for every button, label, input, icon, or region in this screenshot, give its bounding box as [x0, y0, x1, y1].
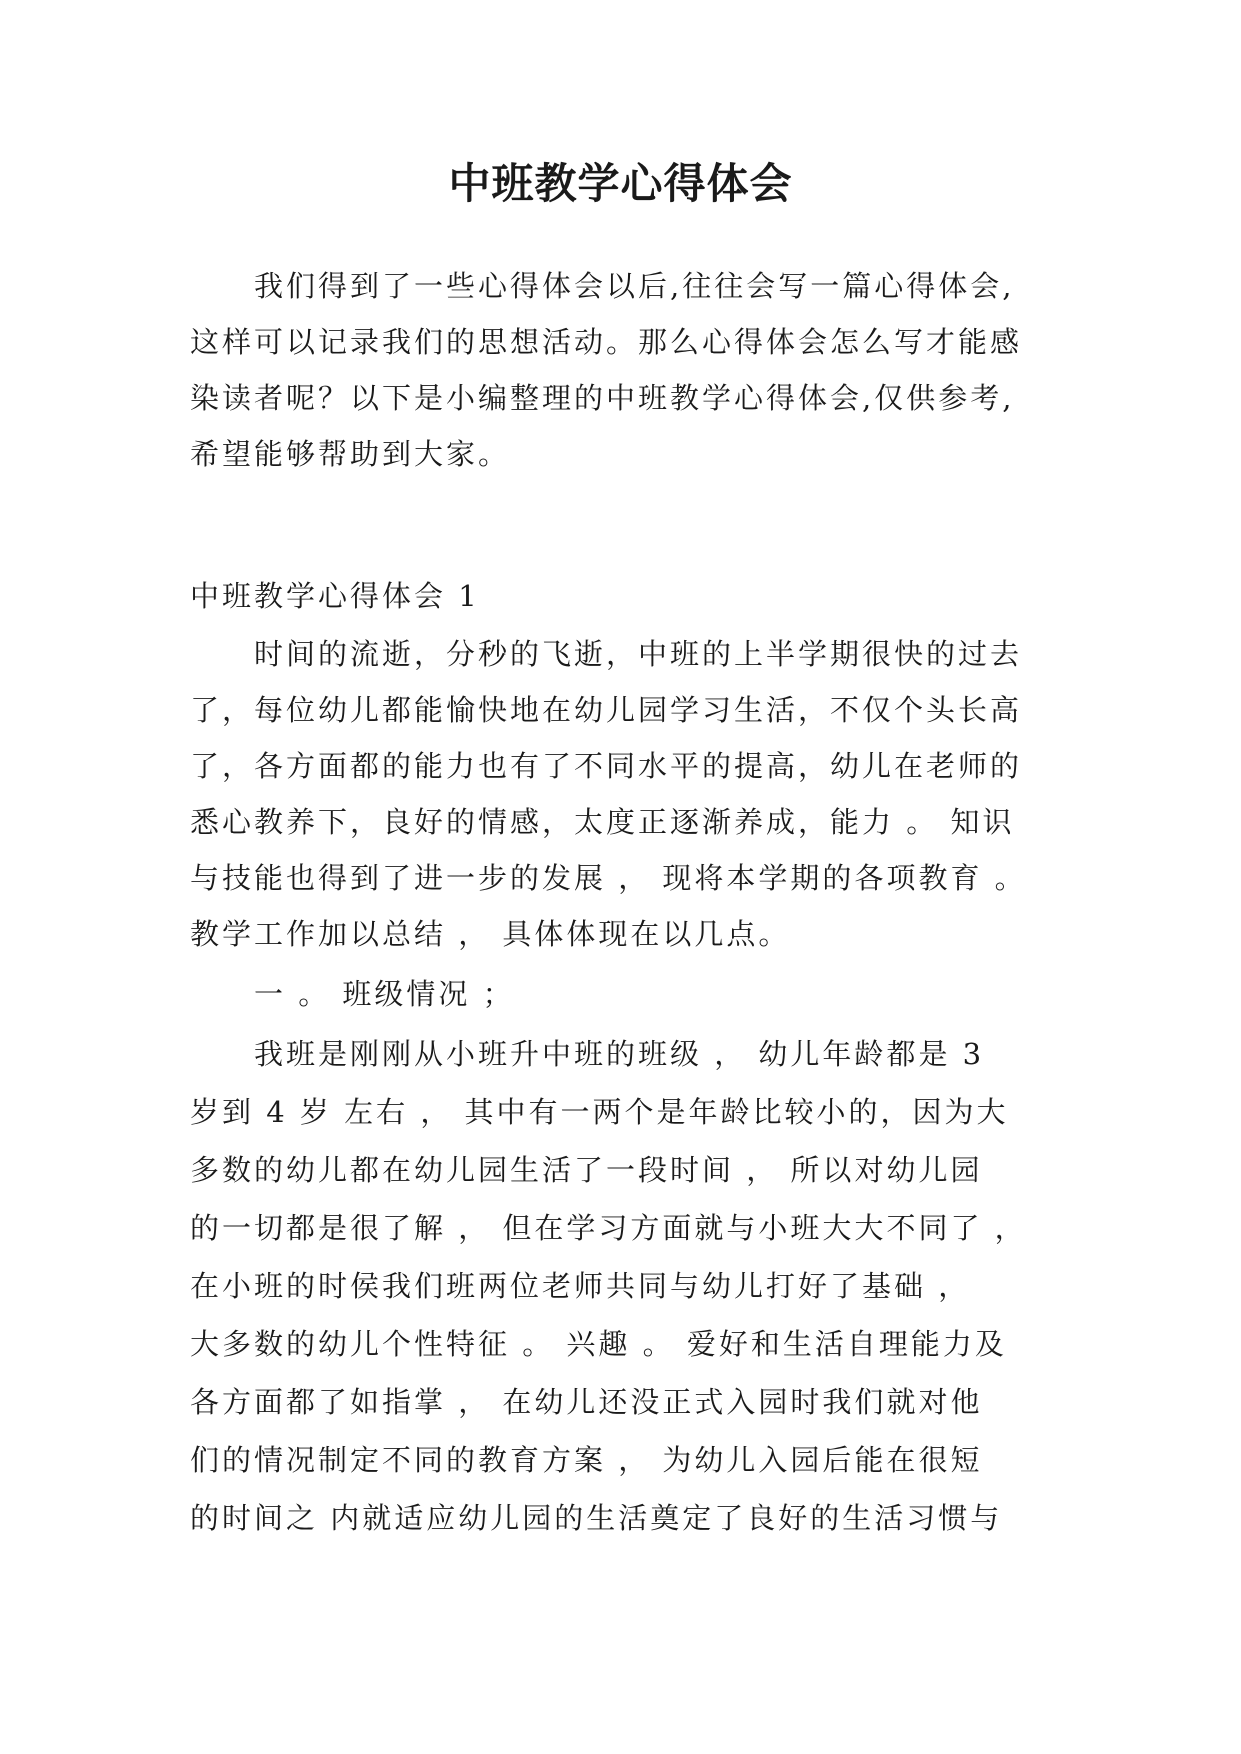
intro-line-2: 这样可以记录我们的思想活动。那么心得体会怎么写才能感	[190, 325, 1023, 359]
body-line-14: 各方面都了如指掌 ， 在幼儿还没正式入园时我们就对他	[190, 1385, 983, 1419]
body-line-16: 的时间之 内就适应幼儿园的生活奠定了良好的生活习惯与	[190, 1501, 1003, 1535]
intro-line-1: 我们得到了一些心得体会以后,往往会写一篇心得体会,	[190, 269, 1015, 303]
body-line-8: 我班是刚刚从小班升中班的班级 ， 幼儿年龄都是 3	[190, 1037, 985, 1071]
body-line-5: 与技能也得到了进一步的发展 ， 现将本学期的各项教育 。	[190, 861, 1027, 895]
body-line-2: 了，每位幼儿都能愉快地在幼儿园学习生活，不仅个头长高	[190, 693, 1023, 727]
document-title: 中班教学心得体会	[448, 159, 793, 208]
body-line-7: 一 。 班级情况 ；	[190, 977, 515, 1011]
body-line-13: 大多数的幼儿个性特征 。 兴趣 。 爱好和生活自理能力及	[190, 1327, 1007, 1361]
body-line-3: 了，各方面都的能力也有了不同水平的提高，幼儿在老师的	[190, 749, 1023, 783]
section-heading: 中班教学心得体会 1	[190, 579, 480, 613]
body-line-15: 们的情况制定不同的教育方案 ， 为幼儿入园后能在很短	[190, 1443, 983, 1477]
body-line-9: 岁到 4 岁 左右 ， 其中有一两个是年龄比较小的，因为大	[190, 1095, 1009, 1129]
body-line-4: 悉心教养下，良好的情感，太度正逐渐养成，能力 。 知识	[190, 805, 1015, 839]
intro-line-4: 希望能够帮助到大家。	[190, 437, 511, 471]
body-line-12: 在小班的时侯我们班两位老师共同与幼儿打好了基础 ，	[190, 1269, 971, 1303]
body-line-11: 的一切都是很了解 ， 但在学习方面就与小班大大不同了 ，	[190, 1211, 1027, 1245]
body-line-10: 多数的幼儿都在幼儿园生活了一段时间 ， 所以对幼儿园	[190, 1153, 983, 1187]
intro-line-3: 染读者呢？以下是小编整理的中班教学心得体会,仅供参考,	[190, 381, 1015, 415]
body-line-6: 教学工作加以总结 ， 具体体现在以几点。	[190, 917, 791, 951]
body-line-1: 时间的流逝，分秒的飞逝，中班的上半学期很快的过去	[190, 637, 1023, 671]
